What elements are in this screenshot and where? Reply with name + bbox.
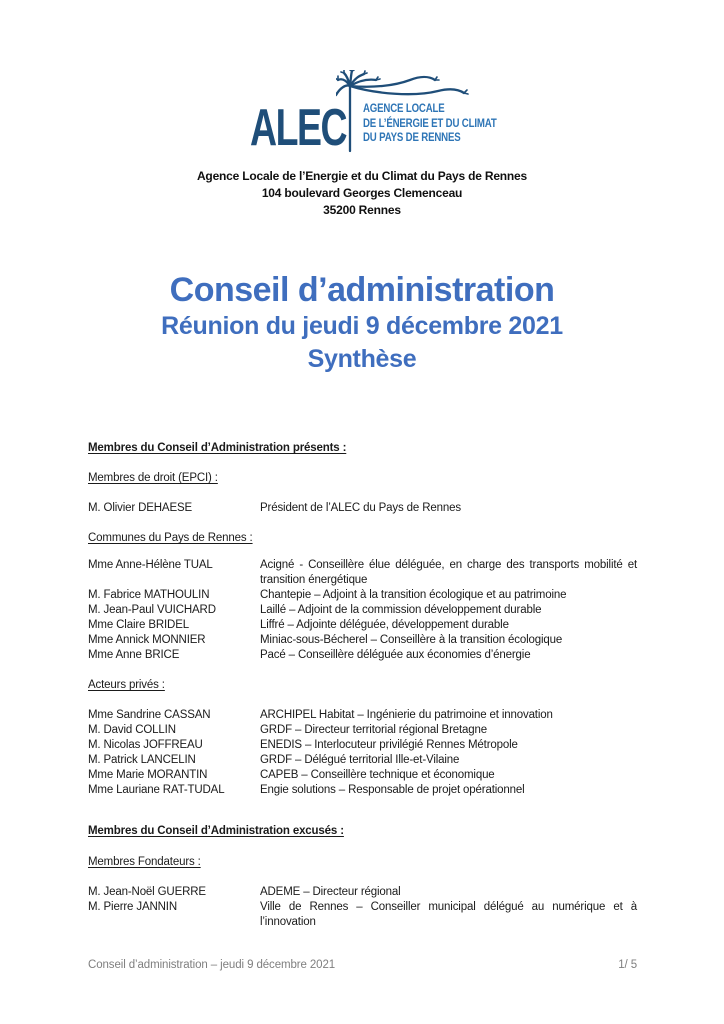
member-row (88, 603, 637, 618)
tagline-line: AGENCE LOCALE (363, 103, 445, 115)
address-block (0, 168, 724, 219)
member-row (88, 885, 637, 900)
alec-tagline (363, 102, 497, 146)
member-name: Mme Sandrine CASSAN (88, 709, 211, 721)
member-name: M. Jean-Noël GUERRE (88, 886, 206, 898)
document-body (88, 441, 637, 930)
page-title: Conseil d’administration (169, 271, 555, 309)
member-role: Pacé – Conseillère déléguée aux économies d’énergie (260, 649, 531, 661)
member-name: Mme Anne BRICE (88, 649, 180, 661)
member-row (88, 588, 637, 603)
member-name: Mme Marie MORANTIN (88, 769, 208, 781)
footer-page-number: 1/ 5 (618, 959, 637, 971)
address-line-1: Agence Locale de l’Energie et du Climat du Pays de Rennes (196, 169, 528, 183)
member-role: Laillé – Adjoint de la commission développement durable (260, 604, 542, 616)
member-row (88, 648, 637, 663)
member-role: Chantepie – Adjoint à la transition écologique et au patrimoine (260, 589, 567, 601)
member-row (88, 900, 637, 930)
member-row (88, 618, 637, 633)
page-footer (88, 959, 637, 971)
member-row (88, 501, 637, 516)
subheading-acteurs-prives: Acteurs privés : (88, 679, 165, 691)
member-name: Mme Lauriane RAT-TUDAL (88, 784, 225, 796)
subheading-membres-droit: Membres de droit (EPCI) : (88, 472, 218, 484)
member-row (88, 768, 637, 783)
address-line-2: 104 boulevard Georges Clemenceau (261, 186, 463, 200)
member-role: Engie solutions – Responsable de projet opérationnel (260, 784, 525, 796)
footer-document-title: Conseil d’administration – jeudi 9 décembre 2021 (88, 959, 336, 971)
member-role: Président de l’ALEC du Pays de Rennes (260, 502, 461, 514)
member-row (88, 633, 637, 648)
member-name: M. David COLLIN (88, 724, 176, 736)
synthesis-subtitle: Synthèse (307, 345, 417, 373)
member-name: Mme Anne-Hélène TUAL (88, 559, 213, 571)
member-name: Mme Claire BRIDEL (88, 619, 189, 631)
alec-logo (250, 72, 510, 157)
member-role: ENEDIS – Interlocuteur privilégié Rennes Métropole (260, 739, 518, 751)
member-name: M. Nicolas JOFFREAU (88, 739, 203, 751)
alec-brand-text: ALEC (250, 99, 347, 157)
member-row (88, 723, 637, 738)
tagline-line: DU PAYS DE RENNES (363, 132, 461, 144)
subheading-communes: Communes du Pays de Rennes : (88, 532, 253, 544)
heading-members-present: Membres du Conseil d’Administration présents : (88, 442, 347, 454)
member-role: ADEME – Directeur régional (260, 886, 401, 898)
member-role: Acigné - Conseillère élue déléguée, en charge des transports mobilité et transition énergétique (260, 559, 637, 586)
heading-members-excuses: Membres du Conseil d’Administration excusés : (88, 825, 344, 837)
member-role: GRDF – Délégué territorial Ille-et-Vilaine (260, 754, 460, 766)
member-role: Liffré – Adjointe déléguée, développement durable (260, 619, 509, 631)
member-role: ARCHIPEL Habitat – Ingénierie du patrimoine et innovation (260, 709, 553, 721)
meeting-date-subtitle: Réunion du jeudi 9 décembre 2021 (161, 312, 563, 340)
member-row (88, 708, 637, 723)
member-role: GRDF – Directeur territorial régional Bretagne (260, 724, 488, 736)
member-row (88, 783, 637, 798)
member-row (88, 753, 637, 768)
member-role: CAPEB – Conseillère technique et économique (260, 769, 495, 781)
member-role: Ville de Rennes – Conseiller municipal délégué au numérique et à l’innovation (260, 901, 637, 928)
address-line-3: 35200 Rennes (323, 203, 401, 217)
member-name: M. Olivier DEHAESE (88, 502, 193, 514)
member-name: M. Patrick LANCELIN (88, 754, 196, 766)
title-block (0, 270, 724, 376)
member-name: M. Fabrice MATHOULIN (88, 589, 210, 601)
subheading-membres-fondateurs: Membres Fondateurs : (88, 856, 201, 868)
member-name: Mme Annick MONNIER (88, 634, 206, 646)
member-row (88, 738, 637, 753)
member-name: M. Pierre JANNIN (88, 901, 177, 913)
member-row (88, 558, 637, 588)
member-role: Miniac-sous-Bécherel – Conseillère à la transition écologique (260, 634, 563, 646)
tagline-line: DE L’ÉNERGIE ET DU CLIMAT (363, 117, 497, 130)
member-name: M. Jean-Paul VUICHARD (88, 604, 216, 616)
